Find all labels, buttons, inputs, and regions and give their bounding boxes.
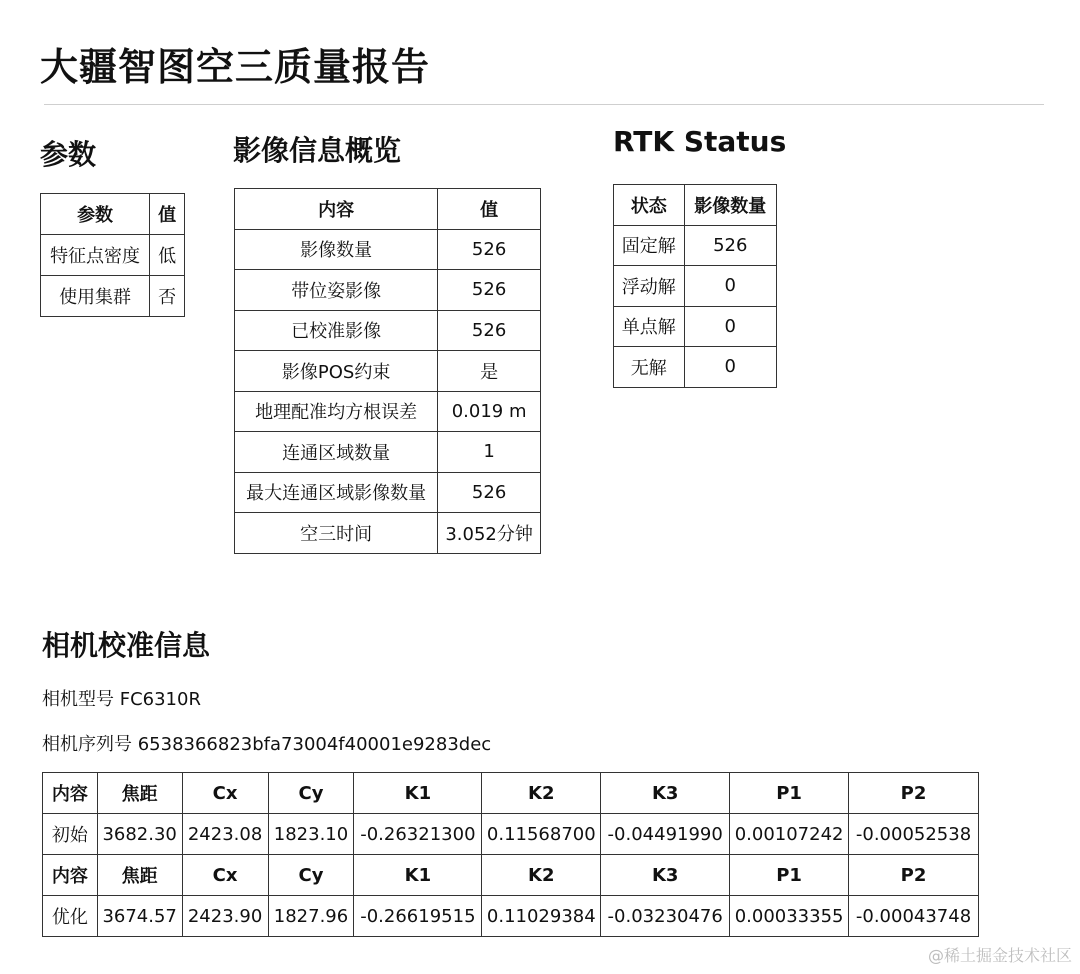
column-header: K2 xyxy=(482,855,601,896)
column-header: 值 xyxy=(150,194,185,235)
table-cell: 526 xyxy=(684,225,776,266)
table-cell: 0.019 m xyxy=(438,391,541,432)
table-cell: 地理配准均方根误差 xyxy=(235,391,438,432)
table-cell: 0.00107242 xyxy=(730,814,849,855)
table-cell: 特征点密度 xyxy=(41,235,150,276)
table-cell: 带位姿影像 xyxy=(235,270,438,311)
watermark: @稀土掘金技术社区 xyxy=(927,946,1072,965)
table-header-row xyxy=(614,185,777,226)
table-row xyxy=(614,225,777,266)
table-cell: 0 xyxy=(684,347,776,388)
table-cell: 使用集群 xyxy=(41,276,150,317)
table-row xyxy=(235,472,541,513)
table-row xyxy=(614,306,777,347)
table-cell: 初始 xyxy=(43,814,98,855)
column-header: 参数 xyxy=(41,194,150,235)
column-header: P1 xyxy=(730,855,849,896)
table-cell: 无解 xyxy=(614,347,685,388)
table-row xyxy=(41,276,185,317)
table-row xyxy=(235,229,541,270)
table-cell: 0.11568700 xyxy=(482,814,601,855)
column-header: K1 xyxy=(354,773,482,814)
table-cell: 1 xyxy=(438,432,541,473)
column-header: 焦距 xyxy=(97,773,182,814)
table-cell: 526 xyxy=(438,270,541,311)
table-cell: 影像POS约束 xyxy=(235,351,438,392)
column-header: 内容 xyxy=(43,773,98,814)
table-cell: 低 xyxy=(150,235,185,276)
table-cell: 0.11029384 xyxy=(482,896,601,937)
table-cell: -0.00052538 xyxy=(849,814,979,855)
page-title: 大疆智图空三质量报告 xyxy=(40,45,431,89)
column-header: 值 xyxy=(438,189,541,230)
table-cell: -0.04491990 xyxy=(601,814,730,855)
column-header: K2 xyxy=(482,773,601,814)
column-header: 内容 xyxy=(235,189,438,230)
table-cell: 空三时间 xyxy=(235,513,438,554)
table-row xyxy=(41,235,185,276)
table-cell: 526 xyxy=(438,472,541,513)
column-header: Cx xyxy=(182,773,268,814)
table-row xyxy=(235,513,541,554)
table-row xyxy=(235,391,541,432)
table-cell: 固定解 xyxy=(614,225,685,266)
image-overview-table xyxy=(234,188,541,554)
table-cell: 3674.57 xyxy=(97,896,182,937)
table-cell: -0.26619515 xyxy=(354,896,482,937)
column-header: K3 xyxy=(601,773,730,814)
column-header: Cy xyxy=(268,855,354,896)
table-row xyxy=(43,814,979,855)
params-table xyxy=(40,193,185,317)
table-cell: 已校准影像 xyxy=(235,310,438,351)
table-cell: -0.00043748 xyxy=(849,896,979,937)
table-cell: 浮动解 xyxy=(614,266,685,307)
table-cell: 最大连通区域影像数量 xyxy=(235,472,438,513)
table-cell: 0 xyxy=(684,306,776,347)
table-row xyxy=(235,270,541,311)
table-row xyxy=(614,266,777,307)
camera-calibration-heading: 相机校准信息 xyxy=(42,629,211,662)
column-header: K1 xyxy=(354,855,482,896)
table-cell: -0.03230476 xyxy=(601,896,730,937)
rtk-status-table xyxy=(613,184,777,388)
column-header: Cy xyxy=(268,773,354,814)
column-header: K3 xyxy=(601,855,730,896)
table-cell: 单点解 xyxy=(614,306,685,347)
table-row xyxy=(235,310,541,351)
table-cell: 3682.30 xyxy=(97,814,182,855)
image-overview-heading: 影像信息概览 xyxy=(233,134,402,167)
table-header-row xyxy=(43,773,979,814)
column-header: P2 xyxy=(849,855,979,896)
column-header: 内容 xyxy=(43,855,98,896)
column-header: 焦距 xyxy=(97,855,182,896)
table-cell: 2423.90 xyxy=(182,896,268,937)
camera-serial: 相机序列号 6538366823bfa73004f40001e9283dec xyxy=(42,734,492,755)
table-cell: 1827.96 xyxy=(268,896,354,937)
table-cell: 0.00033355 xyxy=(730,896,849,937)
table-cell: 连通区域数量 xyxy=(235,432,438,473)
camera-model: 相机型号 FC6310R xyxy=(42,689,201,710)
table-cell: 否 xyxy=(150,276,185,317)
table-row xyxy=(43,896,979,937)
column-header: 影像数量 xyxy=(684,185,776,226)
table-header-row xyxy=(235,189,541,230)
table-cell: 3.052分钟 xyxy=(438,513,541,554)
table-cell: -0.26321300 xyxy=(354,814,482,855)
table-row xyxy=(235,351,541,392)
table-header-row xyxy=(43,855,979,896)
table-row xyxy=(235,432,541,473)
table-cell: 526 xyxy=(438,310,541,351)
table-cell: 是 xyxy=(438,351,541,392)
column-header: 状态 xyxy=(614,185,685,226)
table-cell: 1823.10 xyxy=(268,814,354,855)
column-header: P1 xyxy=(730,773,849,814)
camera-calibration-table xyxy=(42,772,979,937)
params-heading: 参数 xyxy=(40,138,97,171)
table-row xyxy=(614,347,777,388)
table-cell: 影像数量 xyxy=(235,229,438,270)
rtk-status-heading: RTK Status xyxy=(613,125,787,158)
title-divider xyxy=(44,104,1044,105)
table-cell: 0 xyxy=(684,266,776,307)
column-header: P2 xyxy=(849,773,979,814)
table-cell: 526 xyxy=(438,229,541,270)
table-header-row xyxy=(41,194,185,235)
column-header: Cx xyxy=(182,855,268,896)
table-cell: 优化 xyxy=(43,896,98,937)
table-cell: 2423.08 xyxy=(182,814,268,855)
